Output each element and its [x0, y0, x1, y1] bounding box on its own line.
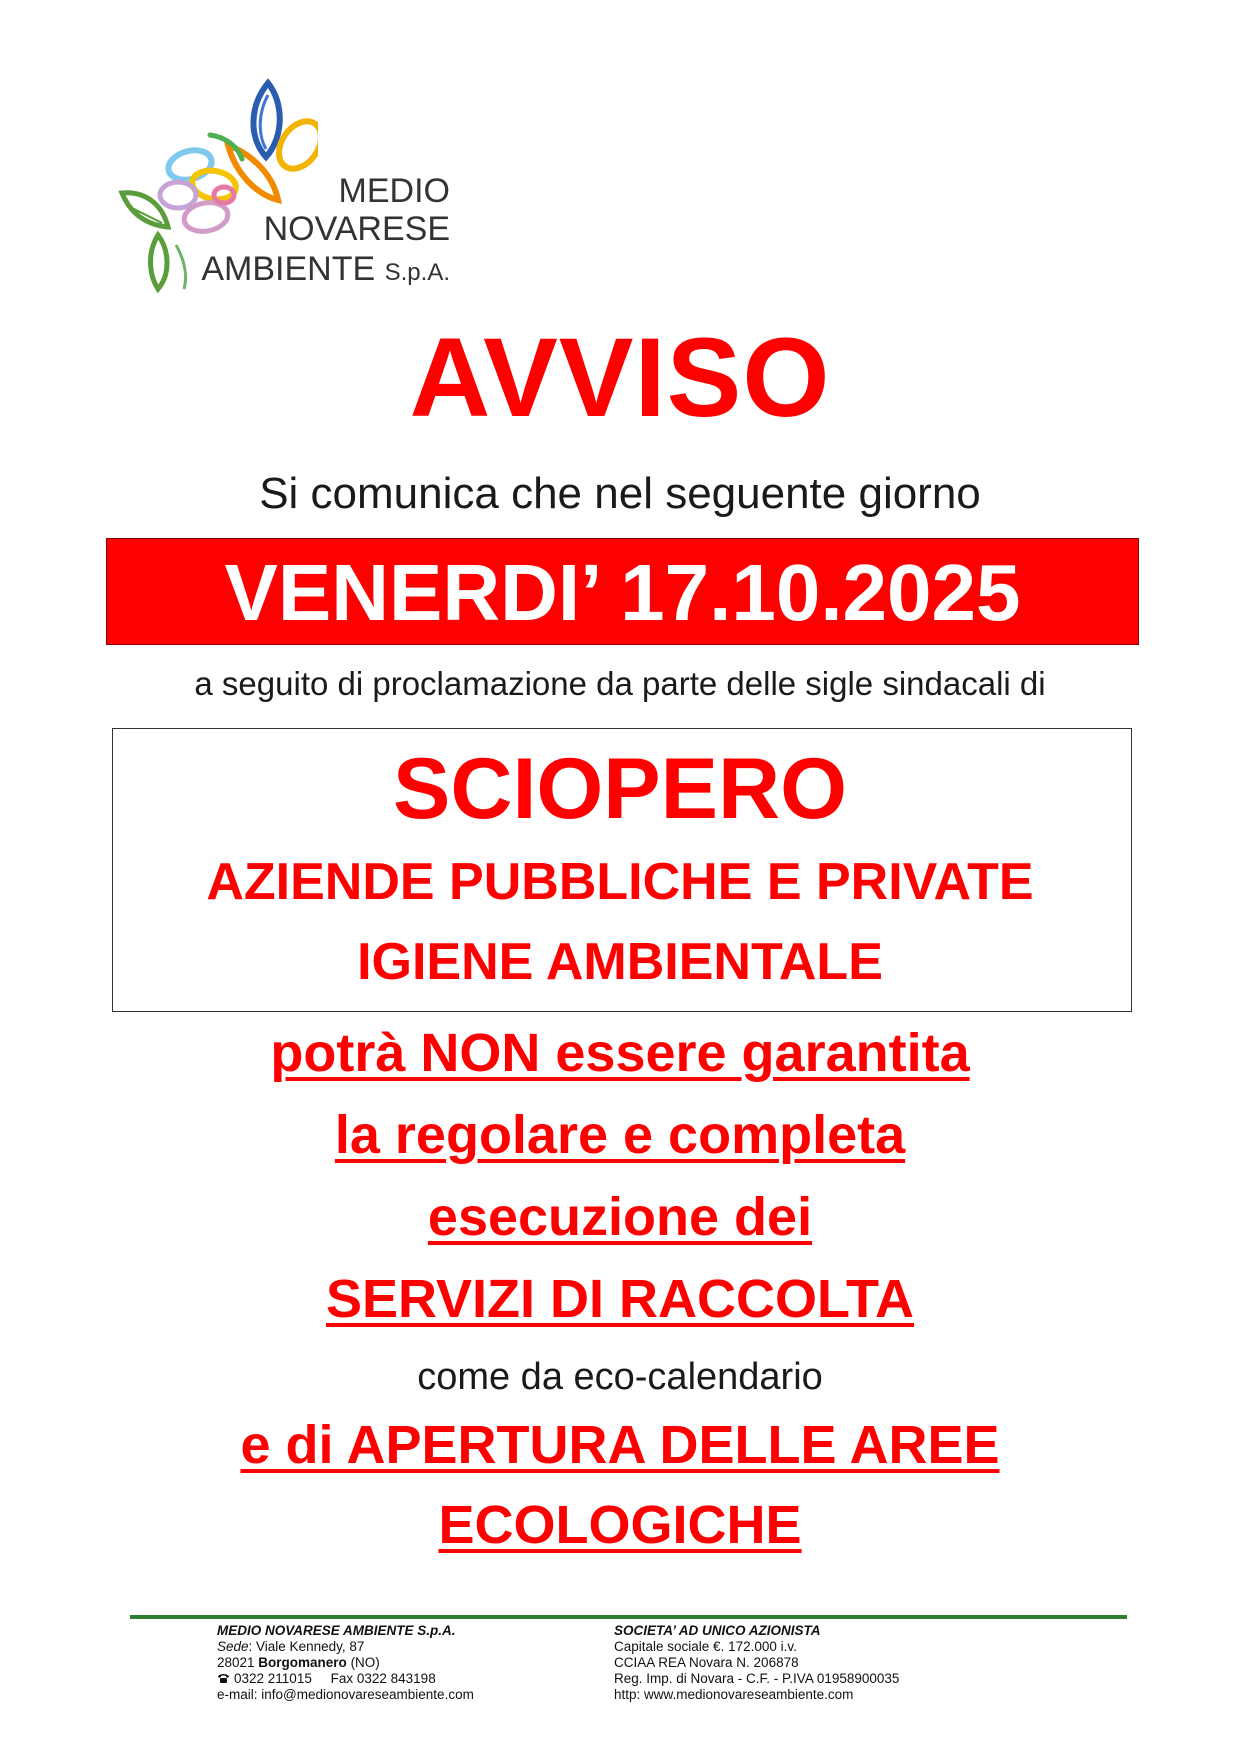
footer-phone-line: [217, 1671, 597, 1687]
footer-divider: [130, 1615, 1127, 1619]
footer-city: [217, 1655, 597, 1671]
footer-fax: Fax 0322 843198: [330, 1671, 436, 1686]
message-line-4-text: SERVIZI DI RACCOLTA: [325, 1269, 914, 1329]
footer-cap: 28021: [217, 1655, 259, 1670]
footer-rea: CCIAA REA Novara N. 206878: [614, 1655, 799, 1670]
footer-legal-heading: SOCIETA’ AD UNICO AZIONISTA: [614, 1623, 821, 1638]
message-line-7: [0, 1494, 1240, 1556]
footer-company-name: MEDIO NOVARESE AMBIENTE S.p.A.: [217, 1623, 456, 1638]
footer-city-name: Borgomanero: [258, 1655, 347, 1670]
footer-sede-value: : Viale Kennedy, 87: [248, 1639, 365, 1654]
message-line-2: [0, 1104, 1240, 1166]
footer-registration: Reg. Imp. di Novara - C.F. - P.IVA 01958900035: [614, 1671, 900, 1686]
message-line-1-text: potrà NON essere garantita: [270, 1023, 970, 1083]
message-line-7-text: ECOLOGICHE: [438, 1495, 802, 1555]
strike-subtitle-1: AZIENDE PUBBLICHE E PRIVATE: [206, 853, 1034, 911]
footer-phone: 0322 211015: [234, 1671, 312, 1686]
strike-title: SCIOPERO: [393, 741, 847, 837]
message-line-5: come da eco-calendario: [417, 1356, 823, 1398]
footer-address: [217, 1639, 597, 1655]
footer-legal-info: [614, 1623, 1034, 1703]
message-line-3: [0, 1186, 1240, 1248]
logo-name-suffix: S.p.A.: [384, 259, 450, 286]
footer-website: http: www.medionovareseambiente.com: [614, 1687, 854, 1702]
telephone-icon: [217, 1673, 230, 1684]
footer-capital: Capitale sociale €. 172.000 i.v.: [614, 1639, 797, 1654]
logo-name-line3: [200, 250, 450, 292]
footer-email: e-mail: info@medionovareseambiente.com: [217, 1687, 474, 1702]
footer-sede-label: Sede: [217, 1639, 249, 1654]
message-line-6: [0, 1414, 1240, 1476]
message-line-1: [0, 1022, 1240, 1084]
date-banner-text: VENERDI’ 17.10.2025: [224, 548, 1021, 637]
message-line-4: [0, 1268, 1240, 1330]
logo-name-line1: MEDIO: [338, 172, 450, 210]
footer-company-info: [217, 1623, 597, 1703]
proclamation-text: a seguito di proclamazione da parte delle sigle sindacali di: [194, 665, 1046, 702]
notice-title: AVVISO: [409, 315, 831, 440]
message-line-3-text: esecuzione dei: [427, 1187, 813, 1247]
notice-intro: Si comunica che nel seguente giorno: [259, 469, 981, 518]
message-line-2-text: la regolare e completa: [334, 1105, 906, 1165]
strike-subtitle-2: IGIENE AMBIENTALE: [357, 933, 883, 991]
message-line-6-text: e di APERTURA DELLE AREE: [240, 1415, 1000, 1475]
footer-province: (NO): [346, 1655, 380, 1670]
logo-name-line2: NOVARESE: [263, 210, 450, 248]
logo-name-ambiente: AMBIENTE: [201, 250, 376, 288]
